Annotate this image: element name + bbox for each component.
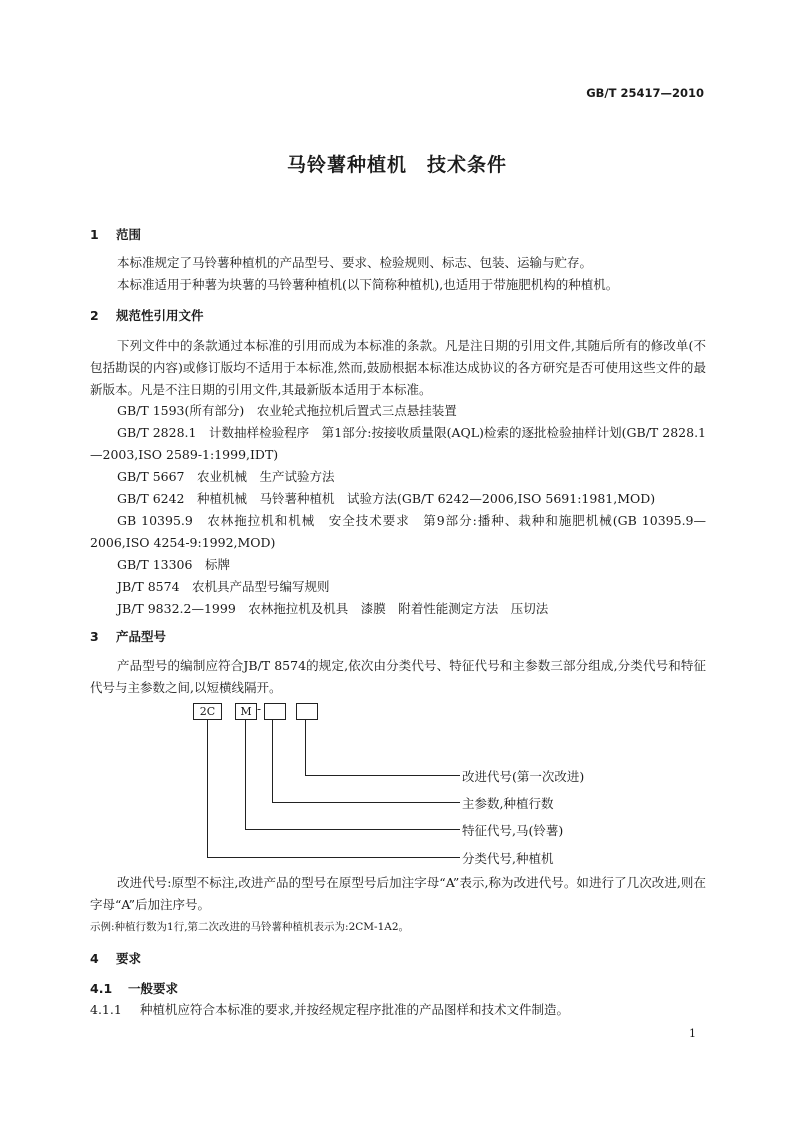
- connector-line: [207, 720, 208, 857]
- section-4-heading: [90, 949, 141, 967]
- connector-line: [305, 775, 460, 776]
- section-3-heading: [90, 627, 166, 645]
- reference-item: GB/T 6242 种植机械 马铃薯种植机 试验方法(GB/T 6242—2006,ISO 5691:1981,MOD): [117, 491, 656, 506]
- section-3-intro-text: 产品型号的编制应符合JB/T 8574的规定,依次由分类代号、特征代号和主参数三部分组成,分类代号和特征代号与主参数之间,以短横线隔开。: [90, 658, 706, 695]
- reference-item: GB/T 1593(所有部分) 农业轮式拖拉机后置式三点悬挂装置: [117, 403, 457, 418]
- connector-line: [305, 720, 306, 775]
- section-title: 范围: [116, 227, 142, 242]
- standard-number: GB/T 25417—2010: [586, 86, 704, 100]
- subsection-4-1-heading: [90, 979, 178, 997]
- subsection-number: 4.1: [90, 981, 113, 996]
- section-2-heading: [90, 306, 204, 324]
- section-number: 3: [90, 629, 99, 644]
- main-parameter-box: [264, 703, 286, 720]
- diagram-dash: -: [257, 702, 262, 716]
- example-text: 示例:种植行数为1行,第二次改进的马铃薯种植机表示为:2CM-1A2。: [90, 921, 410, 933]
- reference-item: GB 10395.9 农林拖拉机和机械 安全技术要求 第9部分:播种、栽种和施肥机械(GB 10395.9—2006,ISO 4254-9:1992,MOD): [90, 513, 706, 550]
- section-title: 产品型号: [116, 629, 167, 644]
- clause-4-1-1: [90, 999, 569, 1021]
- feature-code-box: M: [235, 703, 257, 720]
- main-parameter-label: 主参数,种植行数: [462, 796, 554, 811]
- section-title: 要求: [116, 951, 142, 966]
- clause-text: 种植机应符合本标准的要求,并按经规定程序批准的产品图样和技术文件制造。: [140, 1002, 569, 1017]
- section-1-paragraph: 本标准规定了马铃薯种植机的产品型号、要求、检验规则、标志、包装、运输与贮存。: [117, 255, 593, 270]
- section-number: 2: [90, 308, 99, 323]
- section-3-note-text: 改进代号:原型不标注,改进产品的型号在原型号后加注字母“A”表示,称为改进代号。如进行了几次改进,则在字母“A”后加注序号。: [90, 875, 706, 912]
- page-number: 1: [689, 1027, 696, 1040]
- section-1-heading: [90, 225, 141, 243]
- section-3-note: [90, 872, 706, 916]
- reference-item-block: [90, 422, 706, 466]
- connector-line: [245, 720, 246, 829]
- connector-line: [272, 720, 273, 802]
- classification-code-box: 2C: [193, 703, 222, 720]
- subsection-title: 一般要求: [128, 981, 179, 996]
- section-1-paragraph: 本标准适用于种薯为块薯的马铃薯种植机(以下简称种植机),也适用于带施肥机构的种植机。: [117, 277, 619, 292]
- section-2-intro: [90, 335, 706, 401]
- document-title: 马铃薯种植机 技术条件: [286, 154, 507, 176]
- section-2-intro-text: 下列文件中的条款通过本标准的引用而成为本标准的条款。凡是注日期的引用文件,其随后所有的修改单(不包括勘误的内容)或修订版均不适用于本标准,然而,鼓励根据本标准达成协议的各方研究是否可使用这些文件的最新版本。凡是不注日期的引用文件,其最新版本适用于本标准。: [90, 338, 706, 397]
- improvement-code-box: [296, 703, 318, 720]
- connector-line: [207, 857, 460, 858]
- connector-line: [272, 802, 460, 803]
- reference-item: JB/T 9832.2—1999 农林拖拉机及机具 漆膜 附着性能测定方法 压切法: [117, 601, 549, 616]
- reference-item: GB/T 13306 标牌: [117, 557, 230, 572]
- section-number: 1: [90, 227, 99, 242]
- reference-item: JB/T 8574 农机具产品型号编写规则: [117, 579, 330, 594]
- reference-item: GB/T 2828.1 计数抽样检验程序 第1部分:按接收质量限(AQL)检索的逐批检验抽样计划(GB/T 2828.1—2003,ISO 2589-1:1999,IDT): [90, 425, 706, 462]
- improvement-code-label: 改进代号(第一次改进): [462, 769, 585, 784]
- section-number: 4: [90, 951, 99, 966]
- reference-item: GB/T 5667 农业机械 生产试验方法: [117, 469, 335, 484]
- feature-code-label: 特征代号,马(铃薯): [462, 823, 564, 838]
- classification-code-label: 分类代号,种植机: [462, 851, 554, 866]
- section-title: 规范性引用文件: [116, 308, 204, 323]
- clause-number: 4.1.1: [90, 1002, 122, 1017]
- connector-line: [245, 829, 460, 830]
- reference-item-block: [90, 510, 706, 554]
- section-3-intro: [90, 655, 706, 699]
